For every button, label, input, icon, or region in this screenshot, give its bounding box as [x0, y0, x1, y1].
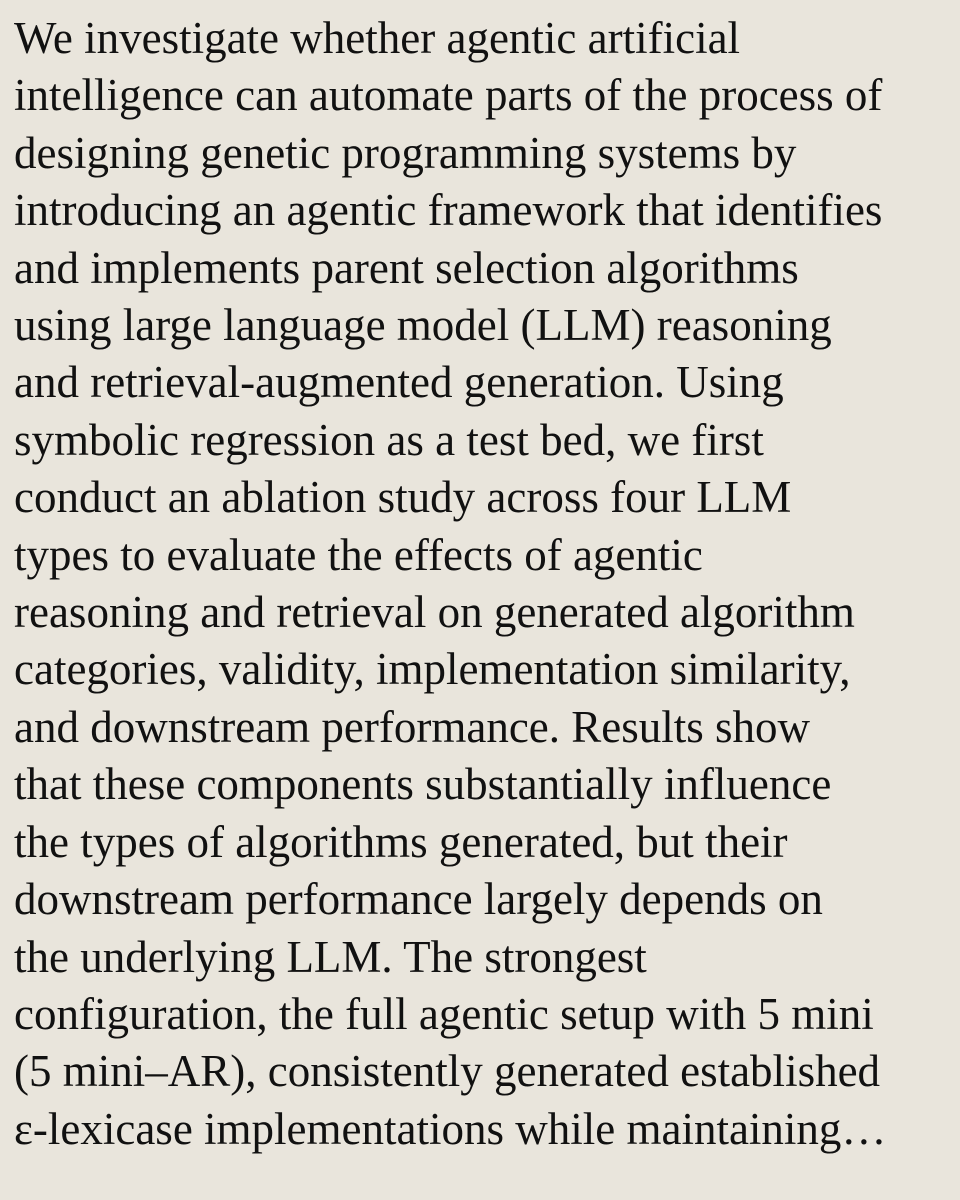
abstract-line: and implements parent selection algorithms [14, 242, 799, 293]
abstract-line: introducing an agentic framework that identifies [14, 185, 883, 236]
abstract-line: the underlying LLM. The strongest [14, 931, 647, 982]
abstract-line: reasoning and retrieval on generated algorithm [14, 587, 855, 638]
abstract-line: designing genetic programming systems by [14, 127, 797, 178]
abstract-line: and downstream performance. Results show [14, 701, 811, 752]
abstract-line: configuration, the full agentic setup with 5 mini [14, 988, 874, 1039]
abstract-line: categories, validity, implementation similarity, [14, 644, 851, 695]
abstract-line: that these components substantially influence [14, 759, 832, 810]
abstract-line: (5 mini–AR), consistently generated established [14, 1046, 881, 1097]
abstract-line: ε-lexicase implementations while maintaining… [14, 1103, 887, 1154]
abstract-line: intelligence can automate parts of the process of [14, 70, 883, 121]
abstract-line: types to evaluate the effects of agentic [14, 529, 703, 580]
abstract-text [14, 10, 946, 1158]
abstract-line: the types of algorithms generated, but their [14, 816, 788, 867]
abstract-line: and retrieval-augmented generation. Using [14, 357, 784, 408]
abstract-line: symbolic regression as a test bed, we first [14, 414, 764, 465]
abstract-line: downstream performance largely depends on [14, 874, 823, 925]
abstract-line: We investigate whether agentic artificial [14, 13, 741, 63]
abstract-line: conduct an ablation study across four LLM [14, 472, 792, 523]
abstract-line: using large language model (LLM) reasoning [14, 300, 832, 351]
